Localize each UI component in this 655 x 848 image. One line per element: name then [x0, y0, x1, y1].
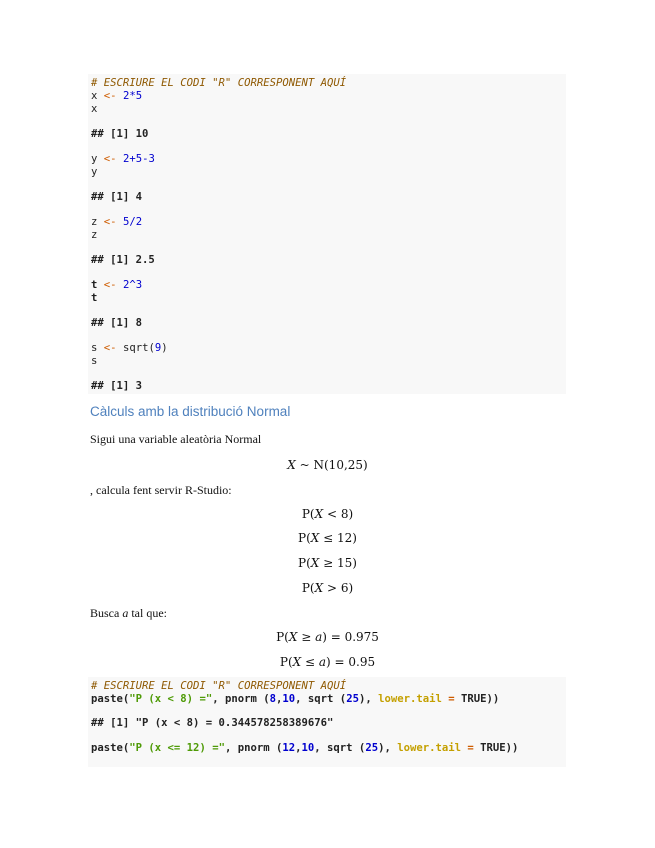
formula-var: a — [318, 655, 327, 669]
probability-formula — [0, 507, 655, 521]
formula-part: ≤ 12) — [319, 531, 357, 545]
code-function: sqrt( — [122, 342, 155, 354]
code-line: x — [91, 103, 98, 115]
code-string: "P (x < 8) =" — [129, 693, 213, 705]
code-var: y — [91, 153, 98, 165]
code-number: 25 — [346, 693, 359, 705]
code-assign: <- — [103, 153, 117, 165]
formula-var: X — [288, 630, 298, 644]
code-function: paste( — [91, 693, 130, 705]
code-number: 10 — [282, 693, 296, 705]
formula-var: a — [315, 630, 323, 644]
section-heading: Càlculs amb la distribució Normal — [90, 404, 291, 419]
code-output: ## [1] 8 — [91, 317, 143, 329]
code-output: ## [1] 10 — [91, 128, 149, 140]
code-text: , — [295, 742, 302, 754]
code-line — [91, 693, 499, 706]
formula-part: < 8) — [323, 507, 354, 521]
paragraph-intro: Sigui una variable aleatòria Normal — [90, 432, 262, 446]
code-number: 8 — [269, 693, 276, 705]
code-text: , sqrt ( — [295, 693, 347, 705]
code-output: ## [1] "P (x < 8) = 0.344578258389676" — [91, 717, 334, 729]
code-text: , pnorm ( — [212, 693, 270, 705]
code-line — [91, 153, 155, 166]
formula-part: ) = 0.975 — [322, 630, 379, 644]
code-number: 25 — [365, 742, 379, 754]
code-operator: = — [461, 742, 481, 754]
formula-part: P( — [301, 507, 315, 521]
code-string: "P (x <= 12) =" — [129, 742, 225, 754]
formula-var: X — [310, 531, 320, 545]
code-var: z — [91, 216, 98, 228]
code-text: ), — [358, 693, 379, 705]
code-line — [91, 279, 142, 292]
code-comment: # ESCRIURE EL CODI "R" CORRESPONENT AQUÍ — [91, 680, 347, 692]
code-paren: ) — [161, 342, 168, 354]
code-line — [91, 742, 518, 755]
code-var: t — [91, 279, 98, 291]
probability-formula — [0, 581, 655, 595]
probability-formula — [0, 556, 655, 570]
code-comment: # ESCRIURE EL CODI "R" CORRESPONENT AQUÍ — [91, 77, 347, 89]
formula-var: X — [310, 556, 320, 570]
formula-part: ≥ 15) — [319, 556, 357, 570]
code-output: ## [1] 2.5 — [91, 254, 155, 266]
probability-formula — [0, 531, 655, 545]
formula-part: ≤ — [301, 655, 319, 669]
text-part: Busca — [90, 606, 123, 620]
code-line: z — [91, 229, 98, 241]
code-line: y — [91, 166, 98, 178]
condition-formula — [0, 630, 655, 644]
formula-var: X — [292, 655, 302, 669]
code-output: ## [1] 4 — [91, 191, 143, 203]
code-text: , — [276, 693, 283, 705]
code-text: TRUE)) — [480, 742, 519, 754]
code-var: x — [91, 90, 98, 102]
code-assign: <- — [103, 342, 117, 354]
code-number: 5/2 — [122, 216, 143, 228]
formula-rhs: N(10,25) — [313, 458, 368, 472]
text-var: a — [122, 606, 129, 620]
code-number: 12 — [282, 742, 296, 754]
formula-sym: ~ — [295, 458, 314, 472]
code-text: , pnorm ( — [224, 742, 283, 754]
formula-part: P( — [298, 531, 311, 545]
code-block-1 — [88, 74, 566, 394]
code-argument: lower.tail — [397, 742, 461, 754]
formula-part: > 6) — [323, 581, 354, 595]
code-text: ), — [378, 742, 398, 754]
code-assign: <- — [103, 90, 117, 102]
code-function: paste( — [91, 742, 130, 754]
condition-formula — [0, 655, 655, 669]
formula-part: P( — [298, 556, 311, 570]
paragraph-instruction: , calcula fent servir R-Studio: — [90, 483, 232, 497]
paragraph-find — [90, 606, 167, 621]
code-number: 2+5-3 — [122, 153, 155, 165]
code-number: 10 — [301, 742, 315, 754]
code-argument: lower.tail — [378, 693, 442, 705]
formula-part: ≥ — [297, 630, 316, 644]
code-text: TRUE)) — [461, 693, 500, 705]
code-var: s — [91, 342, 98, 354]
code-number: 2*5 — [122, 90, 143, 102]
text-part: tal que: — [128, 606, 167, 620]
formula-part: P( — [279, 655, 293, 669]
code-assign: <- — [103, 216, 117, 228]
code-assign: <- — [103, 279, 117, 291]
code-line — [91, 216, 142, 229]
code-operator: = — [441, 693, 462, 705]
formula-part: P( — [301, 581, 315, 595]
code-block-2 — [88, 677, 566, 767]
distribution-formula — [0, 458, 655, 472]
code-line — [91, 342, 168, 355]
formula-var: X — [314, 581, 324, 595]
code-line: t — [91, 292, 98, 304]
code-number: 9 — [154, 342, 162, 354]
code-text: , sqrt ( — [314, 742, 366, 754]
formula-var: X — [287, 458, 296, 472]
formula-part: ) = 0.95 — [326, 655, 376, 669]
code-output: ## [1] 3 — [91, 380, 143, 392]
formula-part: P( — [276, 630, 289, 644]
formula-var: X — [314, 507, 324, 521]
code-number: 2^3 — [122, 279, 143, 291]
code-line: s — [91, 355, 98, 367]
code-line — [91, 90, 142, 103]
